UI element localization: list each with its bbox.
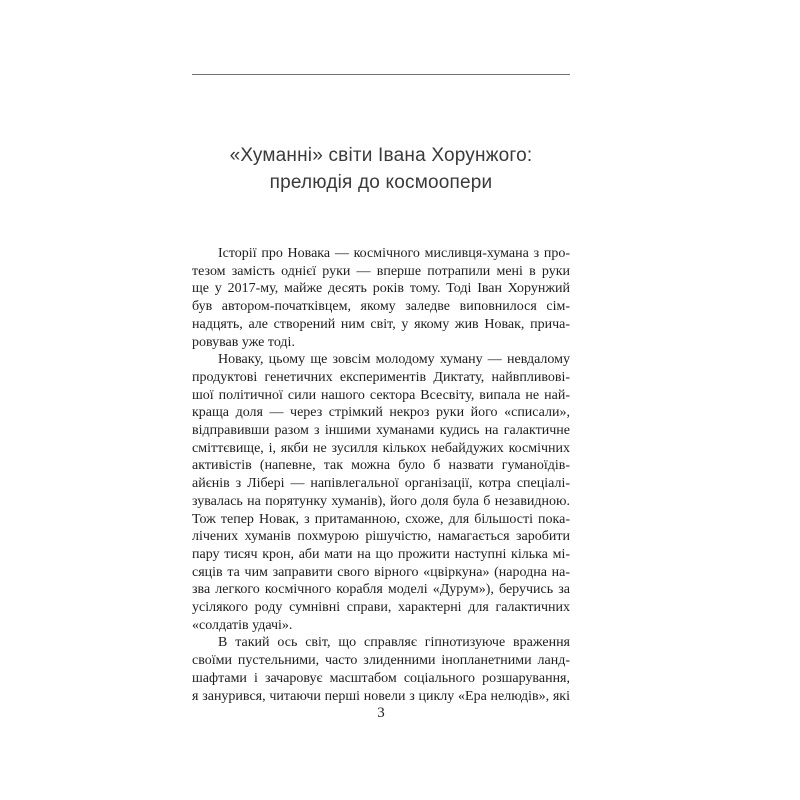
body-text: [192, 245, 570, 705]
text-line: надцять, але створений ним світ, у якому жив Новак, прича-: [192, 316, 570, 332]
text-line: я занурився, читаючи перші новели з циклу «Ера нелюдів», які: [192, 688, 570, 704]
text-line: шої політичної сили нашого сектора Всесвіту, випала не най-: [192, 387, 570, 403]
header-rule: [192, 74, 570, 75]
text-line: відправивши разом з іншими хуманами кудись на галактичне: [192, 423, 570, 439]
text-line: був автором-початківцем, якому заледве виповнилося сім-: [192, 299, 570, 315]
chapter-title-line-1: «Хуманні» світи Івана Хорунжого:: [229, 145, 533, 166]
text-line: В такий ось світ, що справляє гіпнотизуюче враження: [218, 635, 570, 651]
text-line: айєнів з Лібері — напівлегальної організації, котра спеціалі-: [192, 476, 570, 492]
text-line: Історії про Новака — космічного мисливця-хумана з про-: [218, 246, 570, 261]
paragraph: [192, 634, 570, 705]
text-line: зувалась на порятунку хуманів), його доля була б незавидною.: [192, 493, 570, 509]
paragraph: [192, 351, 570, 634]
text-line: краща доля — через стрімкий некроз руки його «списали»,: [192, 405, 570, 421]
text-line: зва легкого космічного корабля моделі «Дурум»), беручись за: [192, 582, 570, 598]
chapter-title: [142, 142, 620, 196]
text-line: усілякого роду сумнівні справи, характерні для галактичних: [192, 600, 570, 616]
chapter-title-line-2: прелюдія до космоопери: [269, 172, 493, 193]
text-line: своїми пустельними, часто злиденними інопланетними ланд-: [192, 653, 570, 669]
paragraph: [192, 245, 570, 351]
text-line: ровував уже тоді.: [192, 334, 295, 350]
text-line: тезом замість однієї руки — вперше потрапили мені в руки: [192, 263, 570, 279]
text-line: шафтами і зачаровує масштабом соціального розшарування,: [192, 670, 570, 686]
text-line: пару тисяч крон, аби мати на що прожити наступні кілька мі-: [192, 546, 570, 562]
text-line: ще у 2017-му, майже десять років тому. Тоді Іван Хорунжий: [192, 281, 570, 297]
text-line: Тож тепер Новак, з притаманною, схоже, для більшості пока-: [192, 511, 570, 527]
text-line: лічених хуманів похмурою рішучістю, намагається заробити: [192, 529, 570, 545]
text-line: сяців та чим заправити свого вірного «цвіркуна» (народна на-: [192, 564, 570, 580]
text-line: «солдатів удачі».: [192, 617, 293, 633]
text-line: активістів (напевне, так можна було б назвати гуманоїдів-: [192, 458, 570, 474]
text-line: продуктові генетичних експериментів Диктату, найвпливові-: [192, 369, 570, 385]
text-line: сміттєвище, і, якби не зусилля кількох небайдужих космічних: [192, 440, 570, 456]
page-number: 3: [377, 705, 385, 721]
text-line: Новаку, цьому ще зовсім молодому хуману — невдалому: [218, 352, 570, 368]
